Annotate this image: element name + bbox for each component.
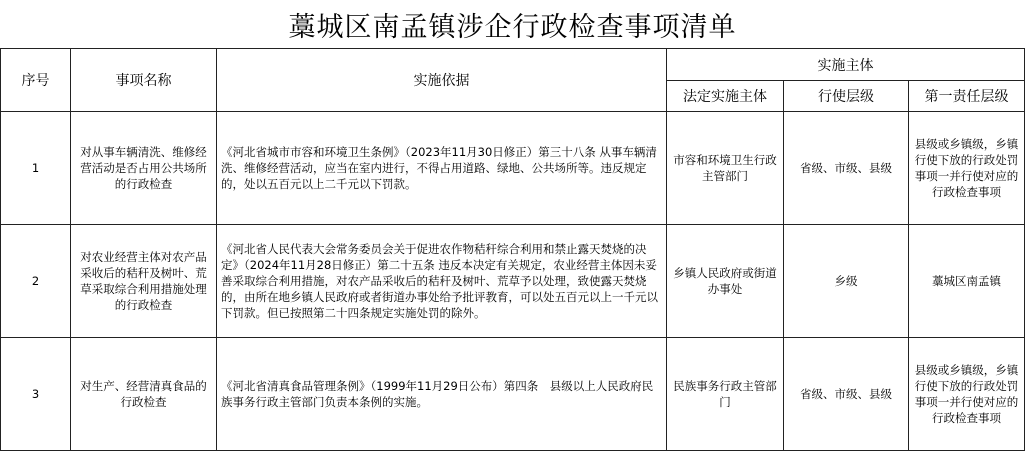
header-level: 行使层级 [784,81,909,112]
header-item-name: 事项名称 [71,49,217,112]
cell-basis: 《河北省城市市容和环境卫生条例》（2023年11月30日修正）第三十八条 从事车辆清洗、维修经营活动，应当在室内进行，不得占用道路、绿地、公共场所等。违反规定的，处以五百元以上二千元以下罚款。 [217,112,667,225]
cell-first-level: 县级或乡镇级，乡镇行使下放的行政处罚事项一并行使对应的行政检查事项 [909,338,1025,451]
cell-item-name: 对生产、经营清真食品的行政检查 [71,338,217,451]
cell-seq: 2 [1,225,71,338]
cell-basis: 《河北省人民代表大会常务委员会关于促进农作物秸秆综合利用和禁止露天焚烧的决定》（2024年11月28日修正）第二十五条 违反本决定有关规定，农业经营主体因未妥善采取综合利用措施，对农产品采收后的秸秆及树叶、荒草予以处理，致使露天焚烧的，由所在地乡镇人民政府或者街道办事处给予批评教育，可以处五百元以上一千元以下罚款。但已按照第二十四条规定实施处罚的除外。 [217,225,667,338]
cell-legal-subject: 市容和环境卫生行政主管部门 [667,112,784,225]
cell-legal-subject: 民族事务行政主管部门 [667,338,784,451]
cell-item-name: 对农业经营主体对农产品采收后的秸秆及树叶、荒草采取综合利用措施处理的行政检查 [71,225,217,338]
cell-level: 省级、市级、县级 [784,338,909,451]
cell-level: 乡级 [784,225,909,338]
inspection-items-table [0,48,1025,451]
table-row [1,338,1025,451]
header-basis: 实施依据 [217,49,667,112]
cell-basis: 《河北省清真食品管理条例》（1999年11月29日公布）第四条 县级以上人民政府民族事务行政主管部门负责本条例的实施。 [217,338,667,451]
header-subject-group: 实施主体 [667,49,1025,81]
table-row [1,112,1025,225]
header-seq: 序号 [1,49,71,112]
header-legal-subject: 法定实施主体 [667,81,784,112]
cell-first-level: 县级或乡镇级，乡镇行使下放的行政处罚事项一并行使对应的行政检查事项 [909,112,1025,225]
header-row-top [1,49,1025,81]
page-title: 藁城区南孟镇涉企行政检查事项清单 [288,12,737,43]
cell-seq: 1 [1,112,71,225]
cell-item-name: 对从事车辆清洗、维修经营活动是否占用公共场所的行政检查 [71,112,217,225]
cell-legal-subject: 乡镇人民政府或街道办事处 [667,225,784,338]
cell-first-level: 藁城区南孟镇 [909,225,1025,338]
cell-seq: 3 [1,338,71,451]
cell-level: 省级、市级、县级 [784,112,909,225]
table-row [1,225,1025,338]
header-first-level: 第一责任层级 [909,81,1025,112]
